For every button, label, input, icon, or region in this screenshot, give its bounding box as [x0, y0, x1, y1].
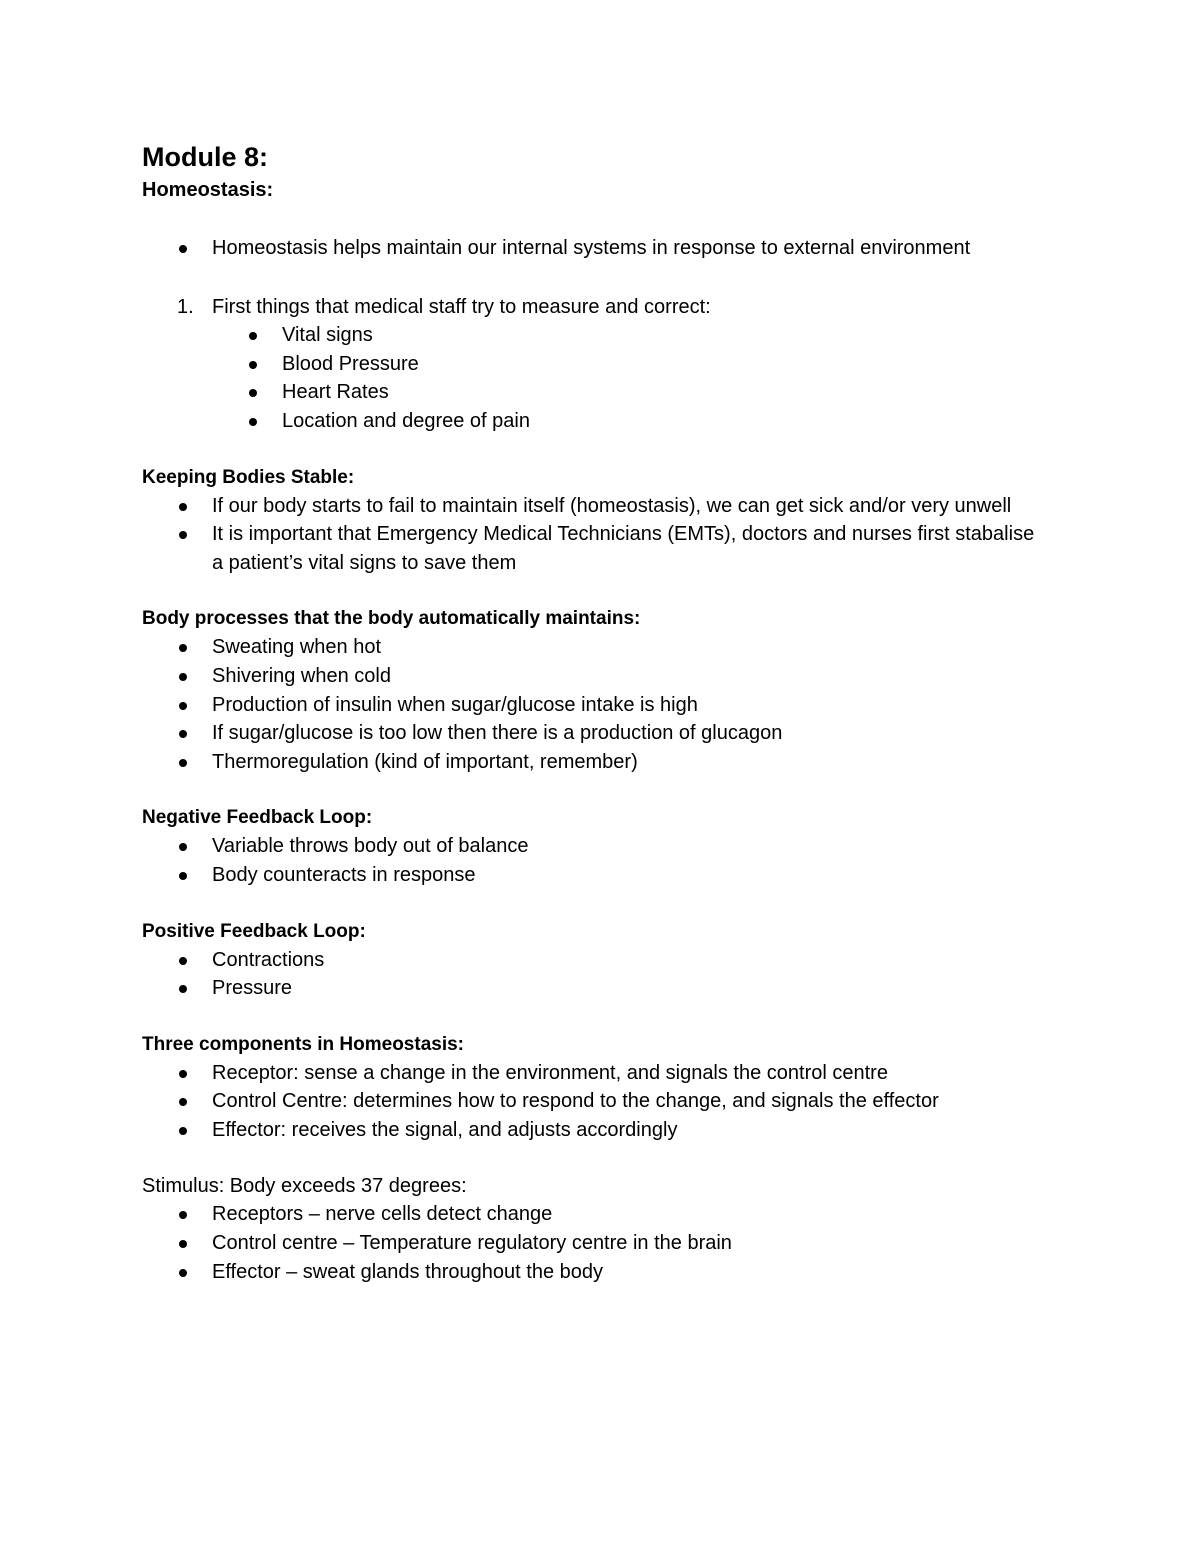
sub-list-item: Heart Rates	[212, 378, 1042, 407]
section-heading-three-components: Three components in Homeostasis:	[142, 1033, 465, 1055]
list-item: Receptor: sense a change in the environment, and signals the control centre	[142, 1059, 1042, 1088]
list-number: 1.	[177, 295, 194, 318]
section-heading-stimulus: Stimulus: Body exceeds 37 degrees:	[142, 1175, 467, 1198]
numbered-list	[142, 293, 1042, 436]
list-item: Contractions	[142, 946, 1042, 975]
list-item: Control Centre: determines how to respond to the change, and signals the effector	[142, 1087, 1042, 1116]
list-item: If sugar/glucose is too low then there is a production of glucagon	[142, 719, 1042, 748]
section-heading-keeping-bodies-stable: Keeping Bodies Stable:	[142, 466, 355, 488]
list-item: Effector – sweat glands throughout the body	[142, 1258, 1042, 1287]
sub-list	[212, 321, 1042, 435]
list-item: Body counteracts in response	[142, 861, 1042, 890]
intro-list	[142, 234, 1042, 263]
section-heading-positive-feedback: Positive Feedback Loop:	[142, 920, 366, 942]
numbered-item-text: First things that medical staff try to measure and correct:	[212, 295, 711, 318]
section-heading-negative-feedback: Negative Feedback Loop:	[142, 807, 373, 829]
list-item: If our body starts to fail to maintain itself (homeostasis), we can get sick and/or very unwell	[142, 492, 1042, 521]
list-item: Pressure	[142, 974, 1042, 1003]
list-item: It is important that Emergency Medical Technicians (EMTs), doctors and nurses first stabalise a patient’s vital signs to save them	[142, 520, 1042, 577]
list-item: Receptors – nerve cells detect change	[142, 1200, 1042, 1229]
sub-list-item: Blood Pressure	[212, 350, 1042, 379]
three-components-list	[142, 1059, 1042, 1145]
list-item: Variable throws body out of balance	[142, 832, 1042, 861]
sub-list-item: Vital signs	[212, 321, 1042, 350]
keeping-bodies-stable-list	[142, 492, 1042, 578]
positive-feedback-list	[142, 946, 1042, 1003]
sub-list-item: Location and degree of pain	[212, 407, 1042, 436]
list-item: Effector: receives the signal, and adjusts accordingly	[142, 1116, 1042, 1145]
list-item: Homeostasis helps maintain our internal systems in response to external environment	[142, 234, 1042, 263]
list-item: Control centre – Temperature regulatory centre in the brain	[142, 1229, 1042, 1258]
body-processes-list	[142, 633, 1042, 776]
page-title: Module 8:	[142, 142, 268, 172]
negative-feedback-list	[142, 832, 1042, 889]
section-heading-body-processes: Body processes that the body automatically maintains:	[142, 608, 641, 630]
section-title-homeostasis: Homeostasis:	[142, 179, 274, 201]
list-item: Shivering when cold	[142, 662, 1042, 691]
stimulus-list	[142, 1200, 1042, 1286]
list-item: Sweating when hot	[142, 633, 1042, 662]
list-item: Thermoregulation (kind of important, remember)	[142, 748, 1042, 777]
document-page	[142, 140, 1042, 1286]
list-item: Production of insulin when sugar/glucose intake is high	[142, 691, 1042, 720]
numbered-item	[142, 293, 1042, 436]
